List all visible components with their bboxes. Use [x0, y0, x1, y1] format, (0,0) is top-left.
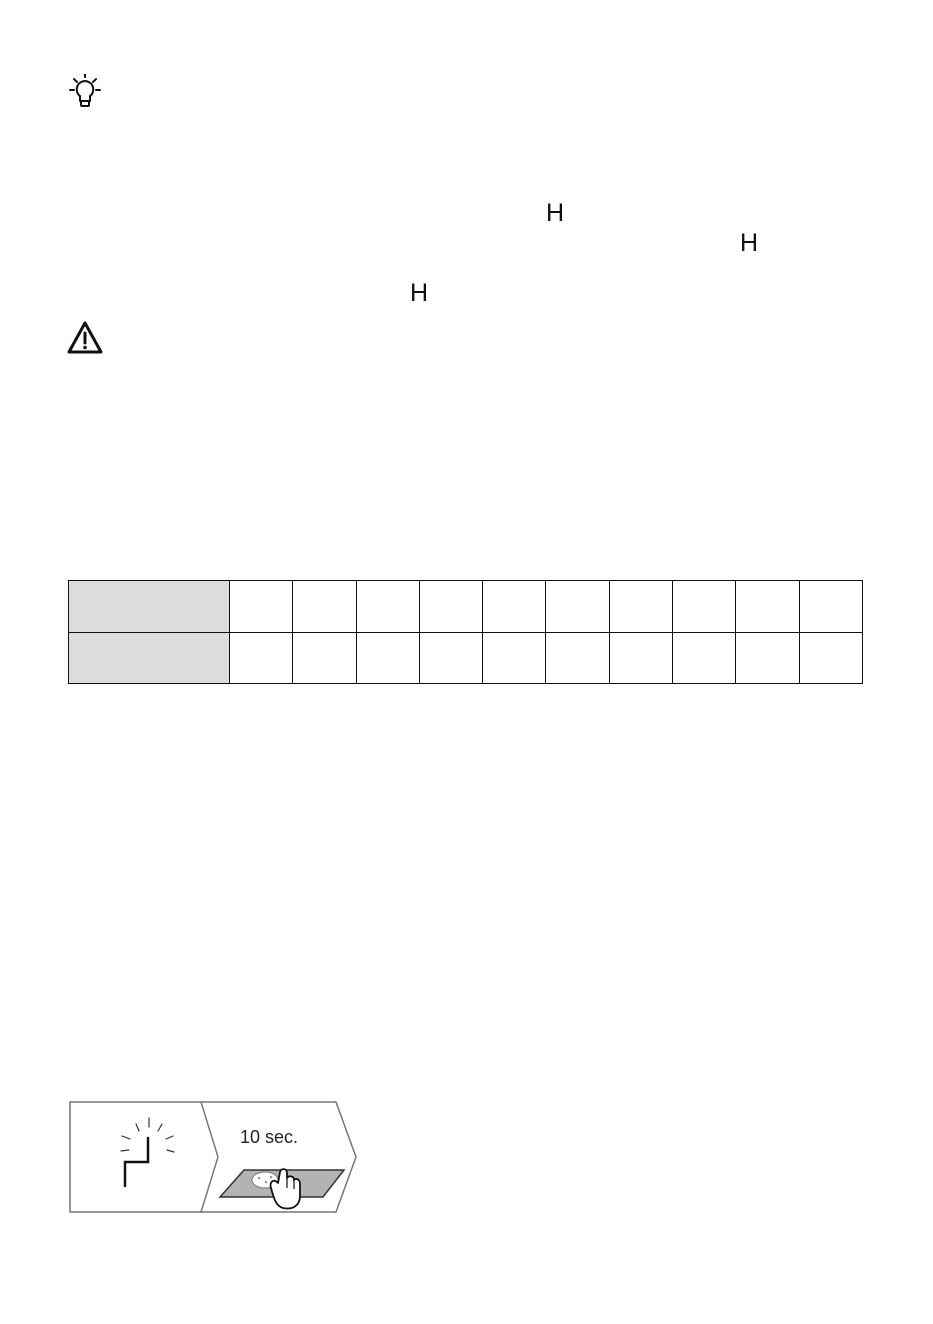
letter-h-glyph: H — [546, 199, 565, 227]
table-cell — [609, 632, 672, 684]
data-table — [68, 580, 863, 684]
table-header-cell — [69, 632, 230, 684]
table-cell — [293, 632, 356, 684]
blinking-display-icon — [70, 1102, 221, 1212]
table-cell — [546, 632, 609, 684]
table-cell — [799, 581, 862, 633]
lightbulb-icon — [66, 74, 106, 114]
table-cell — [483, 581, 546, 633]
table-cell — [356, 632, 419, 684]
table-cell — [673, 632, 736, 684]
table-cell — [736, 632, 799, 684]
table-cell — [736, 581, 799, 633]
table-cell — [799, 632, 862, 684]
table-cell — [673, 581, 736, 633]
table-cell — [230, 581, 293, 633]
table-header-cell — [69, 581, 230, 633]
letter-h-glyph: H — [410, 279, 429, 307]
table-cell — [293, 581, 356, 633]
table-cell — [356, 581, 419, 633]
timer-label: 10 sec. — [240, 1127, 299, 1147]
table-row — [69, 581, 863, 633]
table-cell — [230, 632, 293, 684]
step-illustration — [68, 1098, 358, 1216]
warning-triangle-icon — [66, 320, 104, 356]
table-cell — [419, 632, 482, 684]
table-cell — [419, 581, 482, 633]
table-cell — [546, 581, 609, 633]
table-row — [69, 632, 863, 684]
table-cell — [609, 581, 672, 633]
table-cell — [483, 632, 546, 684]
letter-h-glyph: H — [740, 229, 759, 257]
